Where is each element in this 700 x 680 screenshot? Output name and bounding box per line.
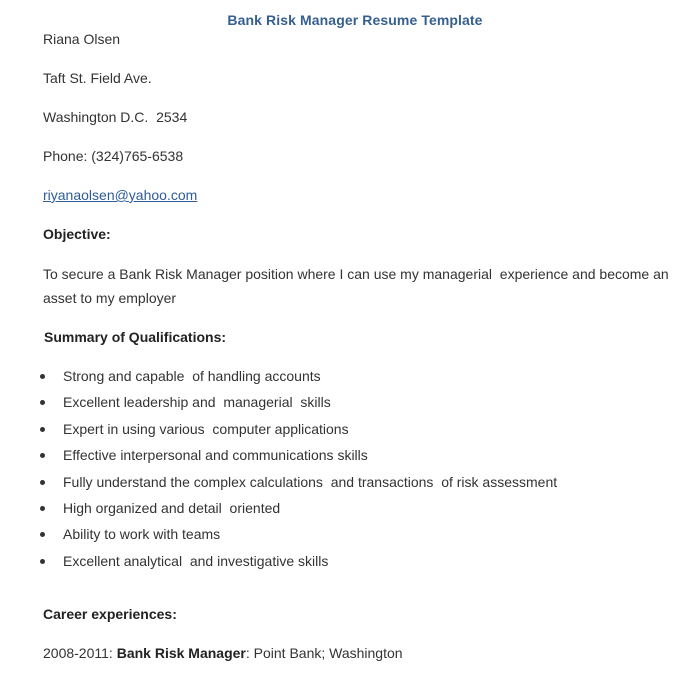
qualification-text: Ability to work with teams [63, 526, 221, 543]
bullet-icon [40, 374, 45, 379]
career-entry [43, 644, 403, 662]
qualification-text: Excellent analytical and investigative skills [63, 552, 329, 569]
career-heading: Career experiences: [43, 606, 177, 622]
bullet-icon [40, 453, 45, 458]
career-position: Bank Risk Manager [116, 645, 246, 661]
bullet-icon [40, 506, 45, 511]
qualification-text: Excellent leadership and managerial skills [63, 394, 331, 411]
bullet-icon [40, 427, 45, 432]
bullet-icon [40, 532, 45, 537]
qualification-text: Expert in using various computer applications [63, 420, 349, 437]
contact-phone: Phone: (324)765-6538 [43, 148, 184, 164]
qualification-text: Fully understand the complex calculations and transactions of risk assessment [63, 473, 558, 490]
qualification-text: Effective interpersonal and communications skills [63, 447, 368, 464]
document-title: Bank Risk Manager Resume Template [227, 12, 483, 28]
qualification-text: High organized and detail oriented [63, 499, 281, 516]
objective-text: To secure a Bank Risk Manager position where I can use my managerial experience and become an asset to my employer [43, 266, 673, 306]
objective-heading: Objective: [43, 226, 111, 242]
bullet-icon [40, 400, 45, 405]
qualification-text: Strong and capable of handling accounts [63, 368, 321, 384]
qualifications-heading: Summary of Qualifications: [44, 329, 227, 345]
contact-city: Washington D.C. 2534 [43, 109, 188, 125]
contact-street: Taft St. Field Ave. [43, 70, 152, 86]
bullet-icon [40, 480, 45, 485]
contact-email-link[interactable]: riyanaolsen@yahoo.com [43, 187, 198, 203]
career-years: 2008-2011: [43, 645, 117, 661]
bullet-icon [40, 559, 45, 564]
contact-name: Riana Olsen [43, 31, 121, 47]
career-details: : Point Bank; Washington [245, 645, 403, 661]
